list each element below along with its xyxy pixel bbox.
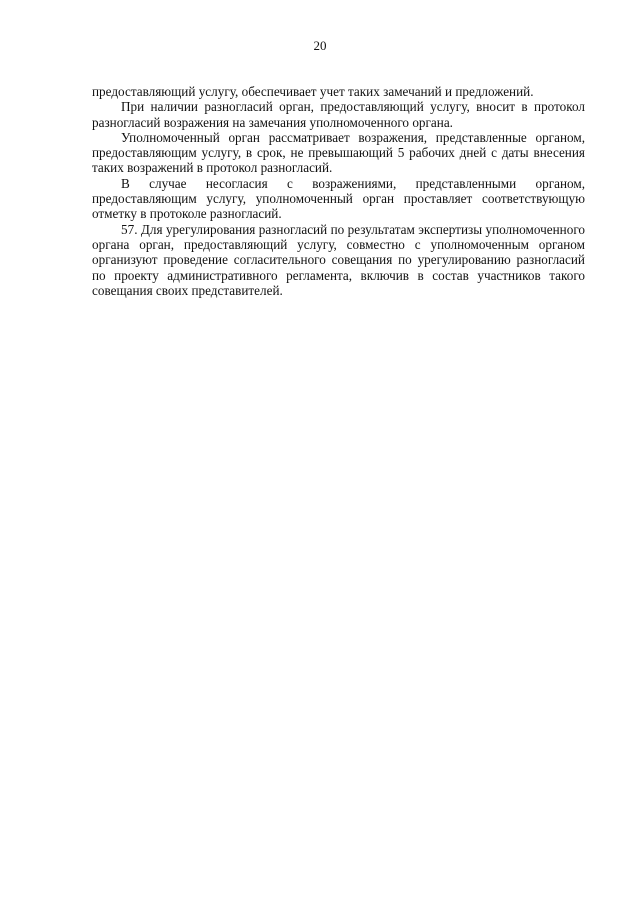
paragraph-disagreements-protocol: При наличии разногласий орган, предоставляющий услугу, вносит в протокол разногласий возражения на замечания уполномоченного органа. xyxy=(92,99,585,130)
paragraph-57-conciliation-meeting: 57. Для урегулирования разногласий по результатам экспертизы уполномоченного органа орган, предоставляющий услугу, совместно с уполномоченным органом организуют проведение согласительного совещания по урегулированию разногласий по проекту административного регламента, включив в состав участников такого совещания своих представителей. xyxy=(92,221,585,298)
paragraph-objections-review: Уполномоченный орган рассматривает возражения, представленные органом, предоставляющим услугу, в срок, не превышающий 5 рабочих дней с даты внесения таких возражений в протокол разногласий. xyxy=(92,129,585,176)
document-body xyxy=(92,84,585,298)
page-number: 20 xyxy=(313,38,327,53)
paragraph-continuation: предоставляющий услугу, обеспечивает учет таких замечаний и предложений. xyxy=(92,84,534,99)
paragraph-disagreement-mark: В случае несогласия с возражениями, представленными органом, предоставляющим услугу, уполномоченный орган проставляет соответствующую отметку в протоколе разногласий. xyxy=(92,175,585,222)
